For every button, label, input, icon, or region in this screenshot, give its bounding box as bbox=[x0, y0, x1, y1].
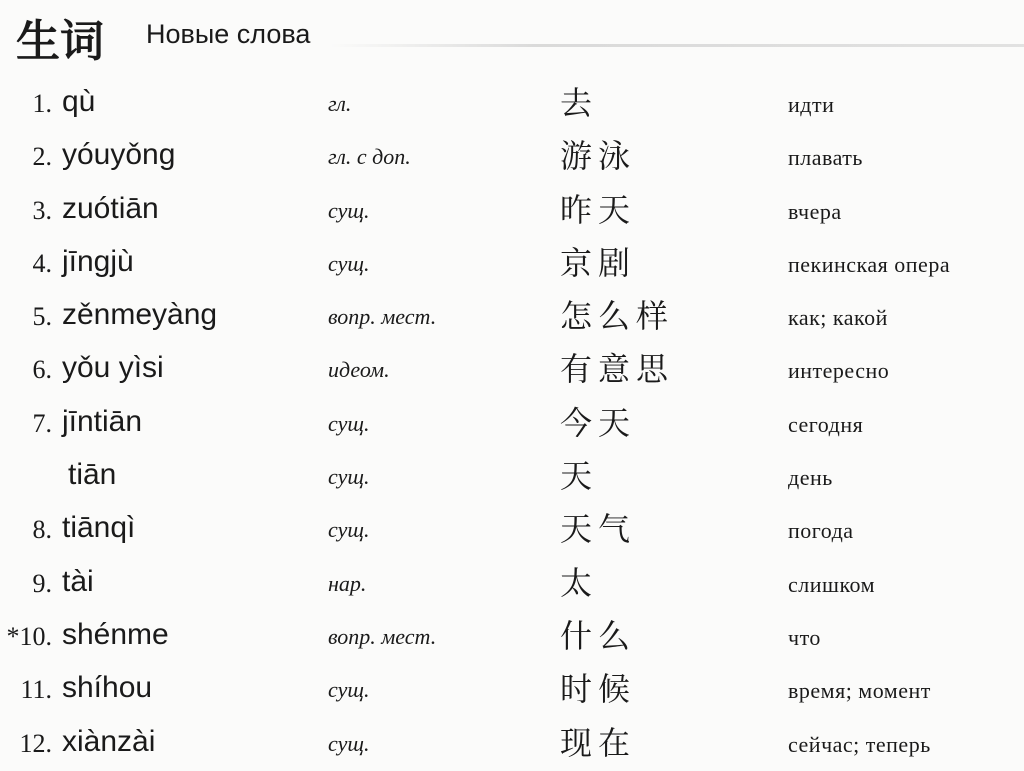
vocab-row bbox=[0, 558, 1024, 611]
vocab-row bbox=[0, 398, 1024, 451]
entry-hanzi: 游泳 bbox=[560, 137, 637, 176]
entry-part-of-speech: сущ. bbox=[328, 677, 370, 703]
header-rule bbox=[330, 44, 1024, 47]
entry-part-of-speech: гл. с доп. bbox=[328, 144, 411, 170]
entry-hanzi: 天 bbox=[560, 457, 599, 496]
entry-part-of-speech: сущ. bbox=[328, 197, 370, 223]
entry-pinyin: jīngjù bbox=[62, 244, 134, 278]
entry-meaning: сегодня bbox=[788, 411, 864, 437]
entry-pinyin: shénme bbox=[62, 617, 169, 651]
entry-meaning: сейчас; теперь bbox=[788, 731, 931, 757]
vocab-row bbox=[0, 131, 1024, 184]
entry-part-of-speech: нар. bbox=[328, 570, 367, 596]
entry-pinyin: tài bbox=[62, 564, 94, 598]
entry-pinyin: yǒu yìsi bbox=[62, 351, 164, 385]
vocab-row bbox=[0, 238, 1024, 291]
entry-number: 3. bbox=[32, 195, 52, 225]
vocab-row bbox=[0, 344, 1024, 397]
entry-meaning: идти bbox=[788, 92, 835, 117]
entry-part-of-speech: сущ. bbox=[328, 464, 370, 490]
entry-meaning: как; какой bbox=[788, 305, 888, 331]
entry-meaning: вчера bbox=[788, 198, 842, 224]
entry-pinyin: zuótiān bbox=[62, 191, 159, 225]
title-chinese: 生词 bbox=[16, 16, 104, 67]
entry-pinyin: jīntiān bbox=[62, 404, 143, 438]
entry-hanzi: 京剧 bbox=[560, 243, 637, 282]
entry-number: 12. bbox=[19, 728, 52, 758]
entry-meaning: интересно bbox=[788, 358, 890, 384]
entry-pinyin: qù bbox=[62, 85, 96, 118]
entry-meaning: погода bbox=[788, 518, 854, 544]
vocab-row bbox=[0, 718, 1024, 771]
entry-hanzi: 有意思 bbox=[560, 350, 675, 389]
entry-number: 11. bbox=[20, 675, 52, 705]
vocab-row bbox=[0, 451, 1024, 504]
entry-meaning: время; момент bbox=[788, 678, 931, 704]
title-russian: Новые слова bbox=[146, 19, 311, 49]
entry-part-of-speech: сущ. bbox=[328, 410, 370, 436]
entry-hanzi: 天气 bbox=[560, 510, 637, 549]
entry-number: 5. bbox=[32, 302, 52, 332]
entry-hanzi: 时候 bbox=[560, 670, 637, 709]
entry-pinyin: yóuyǒng bbox=[62, 138, 176, 172]
entry-meaning: что bbox=[788, 624, 821, 650]
entry-hanzi: 怎么样 bbox=[560, 297, 675, 336]
entry-meaning: день bbox=[788, 465, 833, 491]
entry-number: 2. bbox=[32, 142, 52, 172]
vocab-row bbox=[0, 78, 1024, 131]
entry-pinyin: shíhou bbox=[62, 671, 153, 705]
entry-number: 8. bbox=[32, 515, 52, 545]
entry-hanzi: 去 bbox=[560, 84, 599, 122]
entry-part-of-speech: сущ. bbox=[328, 250, 370, 276]
entry-hanzi: 太 bbox=[560, 563, 599, 602]
vocabulary-list bbox=[0, 78, 1024, 771]
entry-part-of-speech: сущ. bbox=[328, 730, 370, 756]
vocab-row bbox=[0, 611, 1024, 664]
entry-part-of-speech: вопр. мест. bbox=[328, 304, 437, 330]
entry-hanzi: 今天 bbox=[560, 403, 637, 442]
entry-pinyin: xiànzài bbox=[62, 724, 156, 758]
entry-number: 6. bbox=[32, 355, 52, 385]
entry-meaning: слишком bbox=[788, 571, 876, 597]
entry-number: 1. bbox=[32, 89, 52, 118]
vocab-row bbox=[0, 291, 1024, 344]
entry-number: 7. bbox=[32, 408, 52, 438]
entry-meaning: пекинская опера bbox=[788, 251, 951, 277]
entry-number: 9. bbox=[32, 568, 52, 598]
entry-hanzi: 现在 bbox=[560, 723, 637, 762]
vocab-row bbox=[0, 185, 1024, 238]
entry-hanzi: 什么 bbox=[560, 616, 637, 655]
entry-pinyin: tiān bbox=[68, 458, 117, 492]
entry-pinyin: tiānqì bbox=[62, 511, 136, 545]
entry-hanzi: 昨天 bbox=[560, 190, 637, 229]
entry-part-of-speech: вопр. мест. bbox=[328, 623, 437, 649]
entry-meaning: плавать bbox=[788, 145, 863, 171]
entry-pinyin: zěnmeyàng bbox=[62, 298, 218, 332]
entry-number: 4. bbox=[32, 248, 52, 278]
vocab-row bbox=[0, 504, 1024, 557]
entry-part-of-speech: идеом. bbox=[328, 357, 390, 383]
entry-number: *10. bbox=[6, 621, 52, 651]
entry-part-of-speech: сущ. bbox=[328, 517, 370, 543]
entry-part-of-speech: гл. bbox=[328, 91, 352, 116]
vocab-row bbox=[0, 664, 1024, 717]
